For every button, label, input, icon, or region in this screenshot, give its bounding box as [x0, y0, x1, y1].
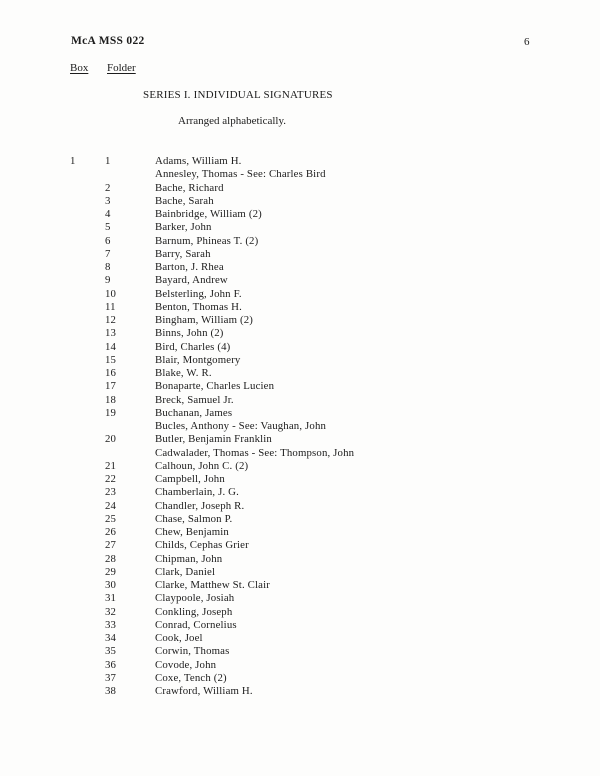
box-number [70, 274, 105, 287]
entry-name: Butler, Benjamin Franklin [155, 433, 272, 446]
entry-name: Chamberlain, J. G. [155, 486, 239, 499]
folder-number: 16 [105, 367, 117, 379]
box-number [70, 500, 105, 513]
entry-name: Bingham, William (2) [155, 314, 254, 326]
folder-number: 31 [105, 592, 117, 605]
box-number [70, 288, 105, 301]
entry-name: Barton, J. Rhea [155, 261, 224, 273]
list-item [0, 327, 600, 340]
list-item [0, 288, 600, 301]
list-item [0, 195, 600, 208]
list-item [0, 566, 600, 579]
list-item [0, 354, 600, 367]
folder-number: 1 [105, 155, 111, 167]
folder-number: 10 [105, 287, 117, 300]
list-item [0, 208, 600, 221]
folder-number: 13 [105, 327, 117, 340]
list-item [0, 380, 600, 393]
entry-name: Covode, John [155, 658, 217, 671]
box-number [70, 221, 105, 234]
folder-number: 15 [105, 353, 117, 366]
list-item [0, 367, 600, 380]
box-number [70, 327, 105, 340]
box-number [70, 248, 105, 261]
box-number [70, 566, 105, 579]
entry-name: Bucles, Anthony - See: Vaughan, John [155, 420, 327, 432]
list-item [0, 486, 600, 499]
folder-number: 32 [105, 605, 117, 618]
box-number [70, 539, 105, 552]
folder-number: 30 [105, 579, 117, 591]
entry-name: Blair, Montgomery [155, 353, 241, 366]
list-item [0, 460, 600, 473]
entry-name: Calhoun, John C. (2) [155, 459, 249, 472]
folder-number: 8 [105, 261, 111, 273]
list-item [0, 659, 600, 672]
box-number [70, 168, 105, 181]
box-number [70, 553, 105, 566]
box-number [70, 420, 105, 433]
folder-number: 36 [105, 658, 117, 671]
folder-number: 20 [105, 433, 117, 446]
list-item [0, 235, 600, 248]
entry-name: Buchanan, James [155, 406, 233, 419]
box-number [70, 606, 105, 619]
box-number [70, 632, 105, 645]
box-number [70, 235, 105, 248]
list-item [0, 182, 600, 195]
box-number [70, 526, 105, 539]
list-item [0, 155, 600, 168]
list-item [0, 301, 600, 314]
entry-name: Campbell, John [155, 473, 225, 485]
list-item [0, 579, 600, 592]
box-number [70, 380, 105, 393]
box-number [70, 460, 105, 473]
list-item [0, 261, 600, 274]
folder-number [105, 168, 155, 181]
entry-name: Childs, Cephas Grier [155, 539, 249, 552]
list-item [0, 672, 600, 685]
entry-name: Barker, John [155, 221, 212, 234]
box-number [70, 513, 105, 526]
box-number [70, 261, 105, 274]
entry-name: Conrad, Cornelius [155, 618, 237, 631]
box-number [70, 367, 105, 380]
box-column-header: Box [70, 62, 89, 74]
box-number [70, 433, 105, 446]
entry-name: Bird, Charles (4) [155, 340, 231, 353]
entry-name: Barry, Sarah [155, 247, 211, 260]
folder-column-header: Folder [107, 62, 136, 74]
list-item [0, 473, 600, 486]
signature-list [0, 155, 600, 698]
folder-number [105, 420, 155, 433]
list-item [0, 500, 600, 513]
box-number [70, 208, 105, 221]
folder-number: 27 [105, 539, 117, 552]
entry-name: Belsterling, John F. [155, 287, 242, 300]
list-item [0, 447, 600, 460]
box-number [70, 685, 105, 698]
folder-number: 9 [105, 274, 111, 287]
folder-number: 34 [105, 632, 117, 644]
box-number [70, 619, 105, 632]
folder-number: 4 [105, 208, 111, 220]
list-item [0, 592, 600, 605]
entry-name: Clarke, Matthew St. Clair [155, 579, 270, 591]
folder-number: 17 [105, 380, 117, 393]
entry-name: Bache, Sarah [155, 194, 214, 207]
list-item [0, 314, 600, 327]
box-number [70, 182, 105, 195]
list-item [0, 526, 600, 539]
list-item [0, 606, 600, 619]
folder-number: 24 [105, 499, 117, 512]
entry-name: Bonaparte, Charles Lucien [155, 380, 275, 393]
entry-name: Adams, William H. [155, 155, 242, 167]
box-number [70, 407, 105, 420]
entry-name: Chew, Benjamin [155, 526, 229, 538]
folder-number: 7 [105, 247, 111, 260]
entry-name: Breck, Samuel Jr. [155, 393, 234, 406]
folder-number: 35 [105, 645, 117, 658]
box-number: 1 [70, 155, 76, 167]
collection-id: McA MSS 022 [71, 35, 145, 47]
list-item [0, 274, 600, 287]
list-item [0, 632, 600, 645]
entry-name: Barnum, Phineas T. (2) [155, 234, 259, 247]
entry-name: Coxe, Tench (2) [155, 671, 227, 684]
folder-number: 37 [105, 671, 117, 684]
box-number [70, 645, 105, 658]
folder-number: 33 [105, 618, 117, 631]
folder-number: 22 [105, 473, 117, 485]
page-number: 6 [524, 36, 530, 48]
entry-name: Cadwalader, Thomas - See: Thompson, John [155, 446, 355, 459]
folder-number: 19 [105, 406, 117, 419]
entry-name: Chandler, Joseph R. [155, 499, 245, 512]
list-item [0, 168, 600, 181]
folder-number: 21 [105, 459, 117, 472]
entry-name: Chase, Salmon P. [155, 512, 233, 525]
box-number [70, 195, 105, 208]
entry-name: Crawford, William H. [155, 685, 253, 697]
entry-name: Clark, Daniel [155, 565, 216, 578]
entry-name: Corwin, Thomas [155, 645, 230, 658]
list-item [0, 553, 600, 566]
box-number [70, 394, 105, 407]
list-item [0, 513, 600, 526]
list-item [0, 433, 600, 446]
folder-number: 38 [105, 685, 117, 697]
box-number [70, 592, 105, 605]
list-item [0, 619, 600, 632]
folder-number: 12 [105, 314, 117, 326]
entry-name: Cook, Joel [155, 632, 203, 644]
list-item [0, 420, 600, 433]
box-number [70, 579, 105, 592]
folder-number: 25 [105, 512, 117, 525]
list-item [0, 248, 600, 261]
entry-name: Claypoole, Josiah [155, 592, 235, 605]
arrangement-note: Arranged alphabetically. [178, 115, 287, 127]
folder-number: 14 [105, 340, 117, 353]
folder-number: 11 [105, 300, 116, 313]
folder-number: 26 [105, 526, 117, 538]
entry-name: Blake, W. R. [155, 367, 212, 379]
folder-number: 6 [105, 234, 111, 247]
folder-number: 3 [105, 194, 111, 207]
entry-name: Bainbridge, William (2) [155, 208, 262, 220]
entry-name: Binns, John (2) [155, 327, 224, 340]
folder-number [105, 447, 155, 460]
folder-number: 28 [105, 552, 117, 565]
folder-number: 18 [105, 393, 117, 406]
list-item [0, 394, 600, 407]
entry-name: Annesley, Thomas - See: Charles Bird [155, 168, 326, 181]
box-number [70, 659, 105, 672]
list-item [0, 539, 600, 552]
folder-number: 23 [105, 486, 117, 499]
entry-name: Benton, Thomas H. [155, 300, 242, 313]
box-number [70, 301, 105, 314]
list-item [0, 407, 600, 420]
entry-name: Bache, Richard [155, 181, 224, 194]
box-number [70, 341, 105, 354]
box-number [70, 354, 105, 367]
list-item [0, 341, 600, 354]
entry-name: Conkling, Joseph [155, 605, 233, 618]
folder-number: 29 [105, 565, 117, 578]
box-number [70, 447, 105, 460]
box-number [70, 486, 105, 499]
folder-number: 2 [105, 181, 111, 194]
box-number [70, 672, 105, 685]
box-number [70, 473, 105, 486]
list-item [0, 685, 600, 698]
entry-name: Bayard, Andrew [155, 274, 228, 287]
folder-number: 5 [105, 221, 111, 234]
series-title: SERIES I. INDIVIDUAL SIGNATURES [143, 89, 333, 101]
list-item [0, 221, 600, 234]
entry-name: Chipman, John [155, 552, 223, 565]
box-number [70, 314, 105, 327]
list-item [0, 645, 600, 658]
